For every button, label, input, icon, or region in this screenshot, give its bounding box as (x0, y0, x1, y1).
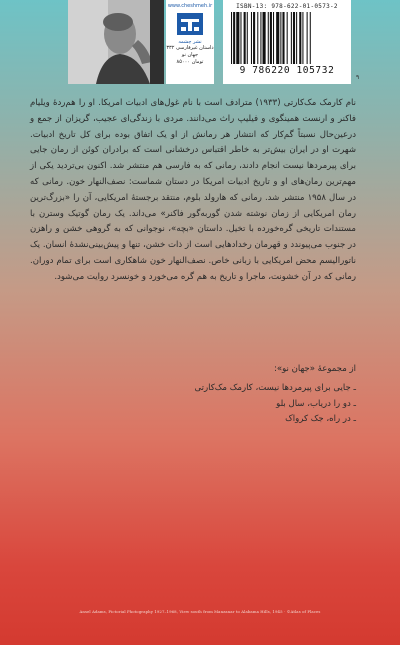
collection-item: ـ در راه، جک کرواک (285, 414, 356, 425)
publisher-logo-icon (177, 13, 203, 35)
collection-list (30, 362, 356, 428)
blurb-paragraph: نام کارمک مک‌کارتی (۱۹۳۳) مترادف است با نام غول‌های ادبیات امریکا. او را هم‌ردهٔ ویلیام فاکنر و ارنست همینگوی و فیلیپ راث می‌دانند. مردی با زندگی‌ای عجیب، گریزان از جمع و درعین‌حال نسبتاً گم‌کار که انتشار هر رمانش از او یک اتفاق بوده برای کل تاریخ ادبیات. شهرت او در ایران بیش‌تر به خاطر اقتباس درخشانی است که برادران کوئن از رمان جایی برای پیرمردها نیست انجام دادند، رمانی که به فارسی هم منتشر شد. اکنون بی‌تردید یکی از مهم‌ترین رمان‌های او و تاریخ ادبیات امریکا در دستان شماست: نصف‌النهار خون. رمانی که در سال ۱۹۵۸ منتشر شد. رمانی که هارولد بلوم، منتقد برجستهٔ امریکایی، آن را «بزرگ‌ترین رمان امریکایی از زمان نوشته شدن گوربه‌گور فاکنر» می‌داند. یک رمان گوتیک وسترن با مستندات تاریخی گره‌خورده با تخیل. داستان «بچه»، نوجوانی که به گروهی خشن و راهزن در جنوب می‌پیوندد و قهرمان رخدادهایی است از ذات خشن، تنها و پیش‌بینی‌نشدهٔ انسان. یک ناتورالیسم محض امریکایی با زبانی خاص. نصف‌النهار خون شاهکاری است برای تمام دوران. رمانی که در آن خشونت، ماجرا و تاریخ به هم گره می‌خورد و خونسرد روایت می‌شود. (30, 98, 357, 282)
collection-line: جهان نو (181, 52, 199, 58)
collection-item: ـ دو را دریاب، سال بلو (276, 398, 356, 409)
publisher-block (166, 0, 214, 84)
isbn-label: ISBN-13: 978-622-01-0573-2 (236, 3, 338, 10)
author-portrait-image (68, 0, 164, 84)
series-line: داستان غیرفارسی ۳۳۲ (166, 45, 214, 51)
barcode-digits: 9 786220 105732 (239, 65, 335, 76)
publisher-name: نشر چشمه (178, 39, 202, 45)
collection-heading: از مجموعهٔ «جهان نو»: (273, 364, 356, 374)
collection-item: ـ جایی برای پیرمردها نیست، کارمک مک‌کارتی (194, 382, 356, 393)
author-photo (68, 0, 164, 84)
blurb (30, 96, 356, 286)
photo-credit-caption: Ansel Adams, Pictorial Photography 1927–1968, View south from Manzanar to Alabama Hills, 1945 · ©Atlas of Places (79, 609, 321, 614)
publisher-website: www.cheshmeh.ir (167, 3, 213, 9)
page-marker: ۹ (356, 74, 360, 81)
barcode-block (223, 0, 351, 84)
barcode-bars (229, 12, 345, 64)
price: ۸۵۰۰۰ تومان (176, 59, 204, 65)
